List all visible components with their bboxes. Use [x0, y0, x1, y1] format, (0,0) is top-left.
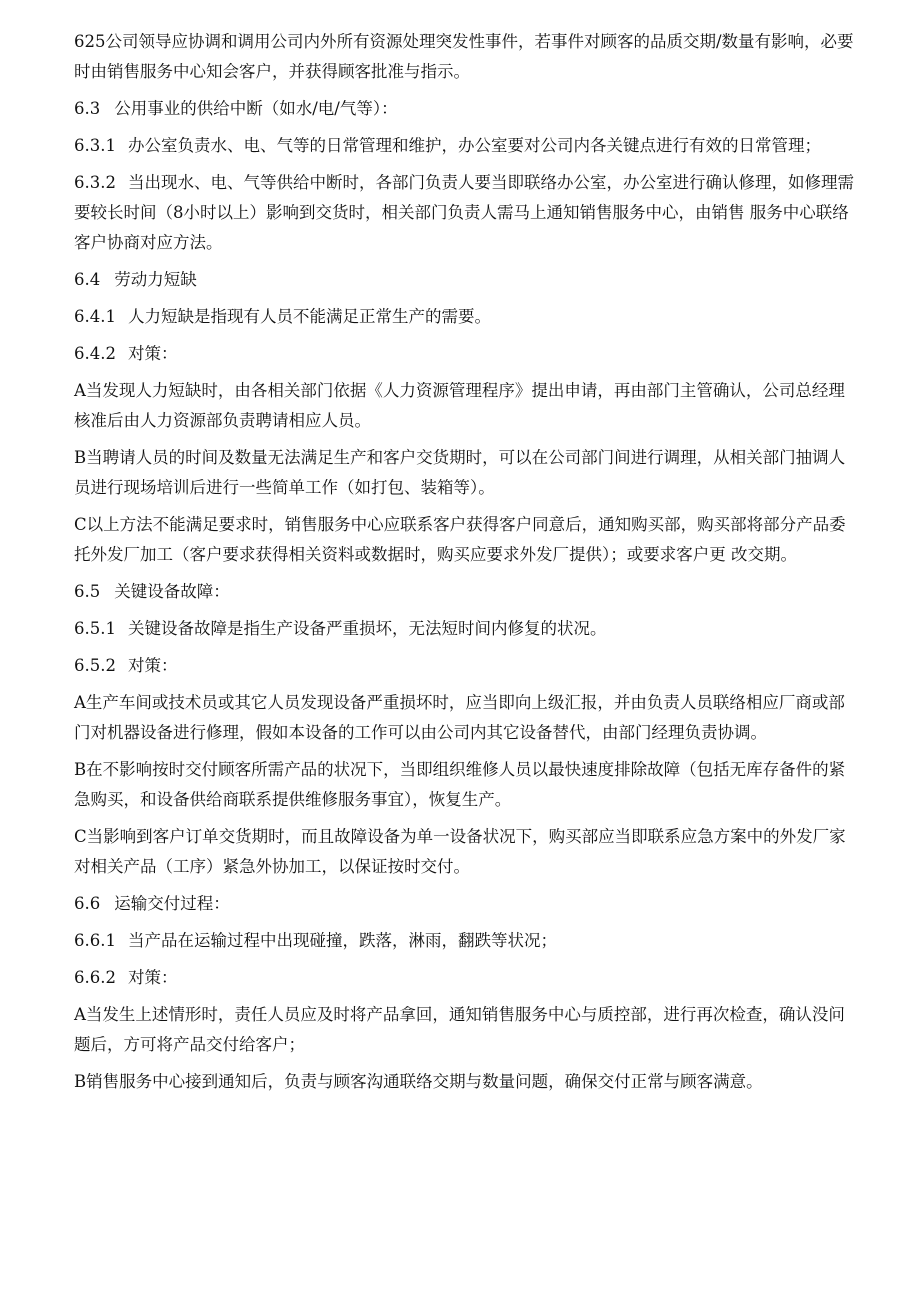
list-item [74, 822, 854, 882]
section-number: 6.4 [74, 270, 101, 289]
paragraph-text: C当影响到客户订单交货期时，而且故障设备为单一设备状况下，购买部应当即联系应急方案中的外发厂家对相关产品（工序）紧急外协加工，以保证按时交付。 [74, 827, 846, 876]
paragraph-text: 对策： [127, 344, 178, 363]
paragraph-text: 对策： [127, 656, 178, 675]
section-text: 关键设备故障： [114, 582, 230, 601]
list-item [74, 755, 854, 815]
section-number: 6.6.1 [74, 931, 116, 950]
list-item [74, 443, 854, 503]
paragraph-text: 对策： [127, 968, 178, 987]
section-text: 运输交付过程： [114, 894, 230, 913]
section-number: 6.6.2 [74, 968, 116, 987]
list-item [74, 688, 854, 748]
paragraph-text: A生产车间或技术员或其它人员发现设备严重损坏时，应当即向上级汇报，并由负责人员联络相应厂商或部门对机器设备进行修理，假如本设备的工作可以由公司内其它设备替代，由部门经理负责协调。 [74, 693, 845, 742]
paragraph [74, 651, 854, 681]
paragraph-text: 人力短缺是指现有人员不能满足正常生产的需要。 [127, 307, 491, 326]
paragraph [74, 963, 854, 993]
section-number: 6.3 [74, 99, 101, 118]
paragraph-text: 办公室负责水、电、气等的日常管理和维护，办公室要对公司内各关键点进行有效的日常管理； [127, 136, 821, 155]
section-heading [74, 265, 854, 295]
section-number: 6.3.2 [74, 173, 116, 192]
list-item [74, 376, 854, 436]
paragraph [74, 302, 854, 332]
section-number: 6.5 [74, 582, 101, 601]
paragraph-text: A当发现人力短缺时，由各相关部门依据《人力资源管理程序》提出申请，再由部门主管确认，公司总经理核准后由人力资源部负责聘请相应人员。 [74, 381, 845, 430]
paragraph-text: 当出现水、电、气等供给中断时，各部门负责人要当即联络办公室，办公室进行确认修理，如修理需要较长时间（8小时以上）影响到交货时，相关部门负责人需马上通知销售服务中心，由销售 服务中心联络客户协商对应方法。 [74, 173, 854, 252]
paragraph [74, 131, 854, 161]
paragraph [74, 926, 854, 956]
section-heading [74, 577, 854, 607]
paragraph-text: C以上方法不能满足要求时，销售服务中心应联系客户获得客户同意后，通知购买部，购买部将部分产品委托外发厂加工（客户要求获得相关资料或数据时，购买应要求外发厂提供）；或要求客户更 改交期。 [74, 515, 846, 564]
section-text: 公用事业的供给中断（如水/电/气等）： [114, 99, 398, 118]
paragraph [74, 339, 854, 369]
paragraph-text: B销售服务中心接到通知后，负责与顾客沟通联络交期与数量问题，确保交付正常与顾客满意。 [74, 1072, 763, 1091]
paragraph-text: B在不影响按时交付顾客所需产品的状况下，当即组织维修人员以最快速度排除故障（包括无库存备件的紧急购买，和设备供给商联系提供维修服务事宜），恢复生产。 [74, 760, 846, 809]
section-number: 6.4.2 [74, 344, 116, 363]
list-item [74, 510, 854, 570]
paragraph [74, 168, 854, 258]
section-heading [74, 94, 854, 124]
list-item [74, 1000, 854, 1060]
paragraph-text: 关键设备故障是指生产设备严重损坏，无法短时间内修复的状况。 [127, 619, 607, 638]
paragraph [74, 27, 854, 87]
paragraph [74, 614, 854, 644]
section-number: 6.5.1 [74, 619, 116, 638]
section-number: 6.3.1 [74, 136, 116, 155]
paragraph-text: A当发生上述情形时，责任人员应及时将产品拿回，通知销售服务中心与质控部，进行再次检查，确认没问题后，方可将产品交付给客户； [74, 1005, 845, 1054]
section-heading [74, 889, 854, 919]
paragraph-text: 625公司领导应协调和调用公司内外所有资源处理突发性事件，若事件对顾客的品质交期/数量有影响，必要时由销售服务中心知会客户，并获得顾客批准与指示。 [74, 32, 854, 81]
document-page [74, 27, 854, 1104]
section-number: 6.5.2 [74, 656, 116, 675]
paragraph-text: 当产品在运输过程中出现碰撞，跌落，淋雨，翻跌等状况； [127, 931, 557, 950]
section-number: 6.6 [74, 894, 101, 913]
paragraph-text: B当聘请人员的时间及数量无法满足生产和客户交货期时，可以在公司部门间进行调理，从相关部门抽调人员进行现场培训后进行一些简单工作（如打包、装箱等）。 [74, 448, 846, 497]
section-number: 6.4.1 [74, 307, 116, 326]
section-text: 劳动力短缺 [114, 270, 197, 289]
list-item [74, 1067, 854, 1097]
